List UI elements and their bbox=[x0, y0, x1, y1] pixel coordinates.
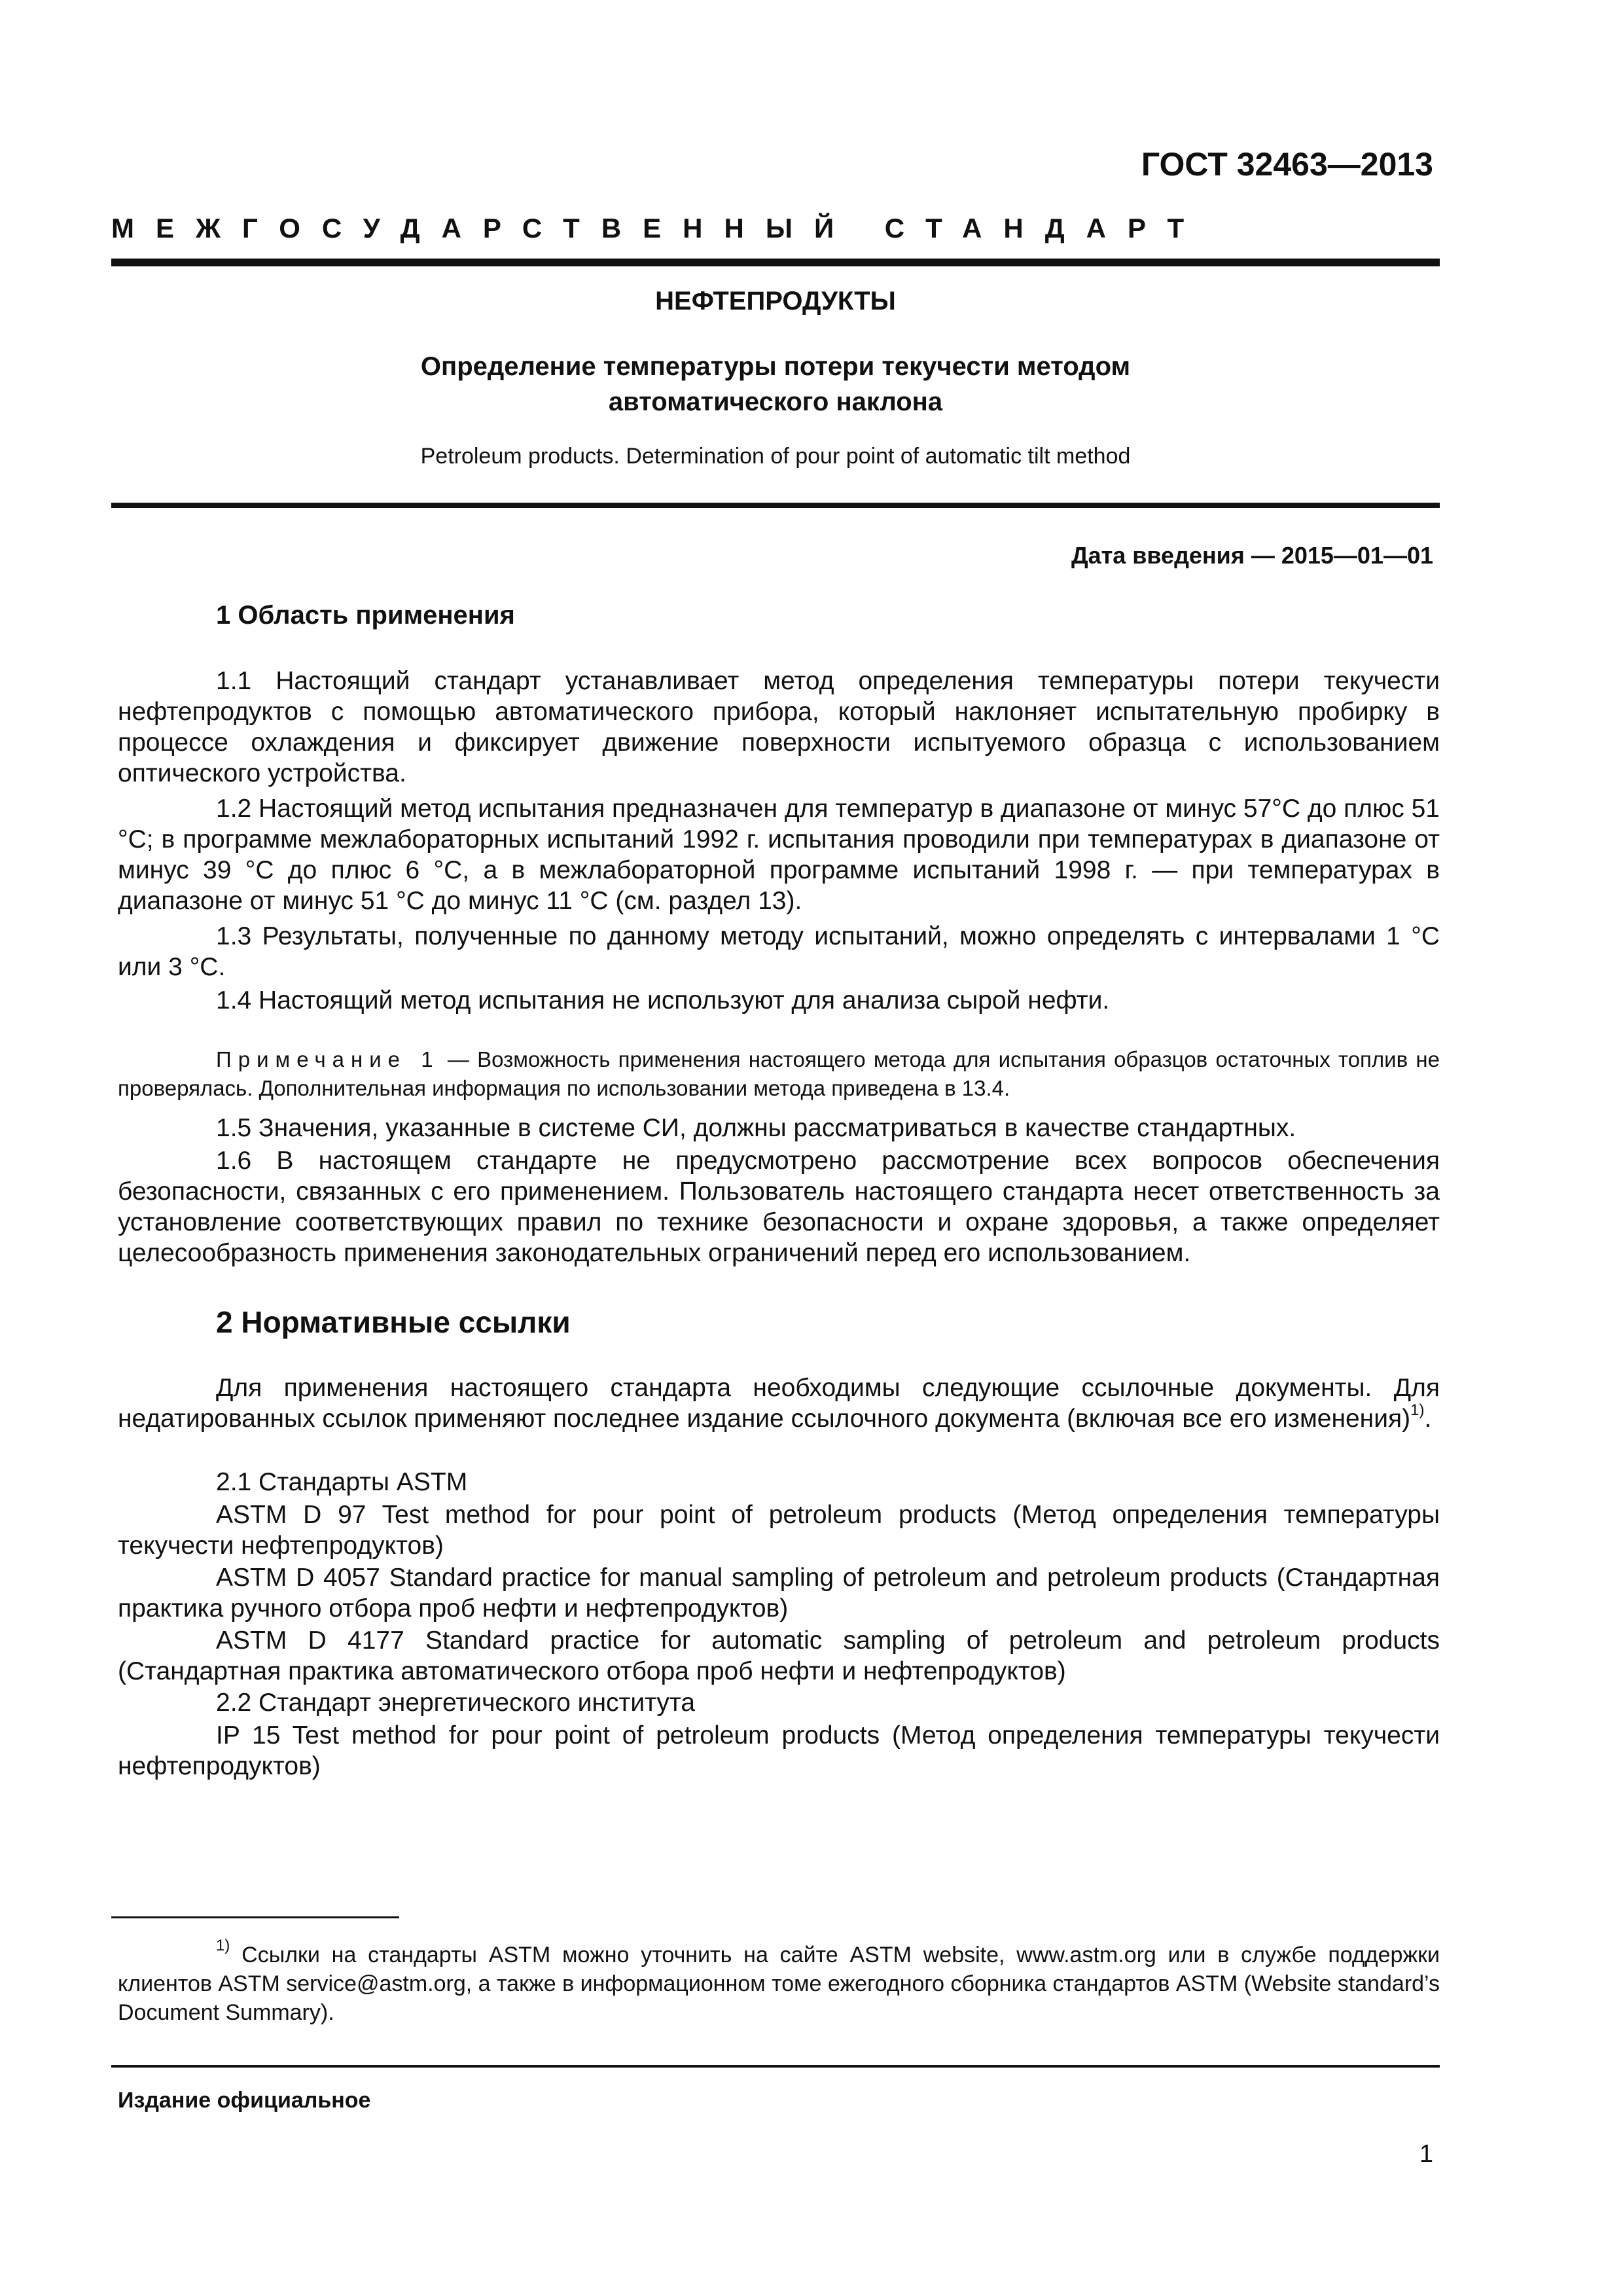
english-title: Petroleum products. Determination of pour point of automatic tilt method bbox=[420, 444, 1131, 469]
paragraph-1-4: 1.4 Настоящий метод испытания не используют для анализа сырой нефти. bbox=[216, 986, 1110, 1014]
interstate-standard-label: МЕЖГОСУДАРСТВЕННЫЙ СТАНДАРТ bbox=[111, 213, 1206, 243]
reference-astm-d97: ASTM D 97 Test method for pour point of petroleum products (Метод определения температуры текучести нефтепродуктов) bbox=[118, 1501, 1440, 1560]
subsection-2-2: 2.2 Стандарт энергетического института bbox=[216, 1689, 696, 1717]
paragraph-1-5: 1.5 Значения, указанные в системе СИ, должны рассматриваться в качестве стандартных. bbox=[216, 1114, 1296, 1142]
reference-ip15: IP 15 Test method for pour point of petroleum products (Метод определения температуры текучести нефтепродуктов) bbox=[118, 1721, 1440, 1780]
section-2-intro-end: . bbox=[1424, 1405, 1432, 1433]
section-2-intro bbox=[118, 1372, 1440, 1434]
reference-astm-d4177: ASTM D 4177 Standard practice for automatic sampling of petroleum and petroleum products (Стандартная практика автоматического отбора проб нефти и нефтепродуктов) bbox=[118, 1626, 1440, 1685]
note-label: Примечание 1 bbox=[216, 1047, 440, 1071]
paragraph-1-2: 1.2 Настоящий метод испытания предназначен для температур в диапазоне от минус 57°С до плюс 51 °С; в программе межлабораторных испытаний 1992 г. испытания проводили при температурах в диапазоне от минус 39 °С до плюс 6 °С, а в межлабораторной программе испытаний 1998 г. — при температурах в диапазоне от минус 51 °С до минус 11 °С (см. раздел 13). bbox=[118, 795, 1440, 915]
official-edition-label: Издание официальное bbox=[118, 2088, 371, 2113]
subtitle-line-2: автоматического наклона bbox=[608, 387, 943, 416]
document-subtitle bbox=[111, 349, 1440, 420]
paragraph-1-3: 1.3 Результаты, полученные по данному методу испытаний, можно определять с интервалами 1 °С или 3 °С. bbox=[118, 922, 1440, 981]
footer-divider bbox=[111, 2065, 1440, 2068]
introduction-date: Дата введения — 2015—01—01 bbox=[1071, 542, 1433, 569]
paragraph-1-1: 1.1 Настоящий стандарт устанавливает метод определения температуры потери текучести нефтепродуктов с помощью автоматического прибора, который наклоняет испытательную пробирку в процессе охлаждения и фиксирует движение поверхности испытуемого образца с использованием оптического устройства. bbox=[118, 667, 1440, 787]
footnote-text: Ссылки на стандарты ASTM можно уточнить на сайте ASTM website, www.astm.org или в службе поддержки клиентов ASTM service@astm.org, а также в информационном томе ежегодного сборника стандартов ASTM (Website standard’s Document Summary). bbox=[118, 1943, 1440, 2025]
reference-astm-d4057: ASTM D 4057 Standard practice for manual sampling of petroleum and petroleum products (Стандартная практика ручного отбора проб нефти и нефтепродуктов) bbox=[118, 1564, 1440, 1623]
section-2-intro-text: Для применения настоящего стандарта необходимы следующие ссылочные документы. Для недатированных ссылок применяют последнее издание ссылочного документа (включая все его изменения) bbox=[118, 1374, 1440, 1433]
paragraph-1-6: 1.6 В настоящем стандарте не предусмотрено рассмотрение всех вопросов обеспечения безопасности, связанных с его применением. Пользователь настоящего стандарта несет ответственность за установление соответствующих правил по технике безопасности и охране здоровья, а также определяет целесообразность применения законодательных ограничений перед его использованием. bbox=[118, 1147, 1440, 1267]
note-1 bbox=[118, 1045, 1440, 1103]
header-divider bbox=[111, 259, 1440, 266]
section-2-heading: 2 Нормативные ссылки bbox=[216, 1305, 571, 1339]
footnote-marker: 1) bbox=[216, 1937, 230, 1954]
note-text: — Возможность применения настоящего метода для испытания образцов остаточных топлив не проверялась. Дополнительная информация по использовании метода приведена в 13.4. bbox=[118, 1047, 1440, 1100]
subsection-2-1: 2.1 Стандарты ASTM bbox=[216, 1468, 468, 1496]
title-divider bbox=[111, 503, 1440, 508]
subtitle-line-1: Определение температуры потери текучести методом bbox=[420, 352, 1131, 381]
footnote-reference: 1) bbox=[1410, 1401, 1425, 1419]
footnote bbox=[118, 1937, 1440, 2027]
page-number: 1 bbox=[1419, 2140, 1433, 2168]
section-1-heading: 1 Область применения bbox=[216, 601, 515, 630]
document-title: НЕФТЕПРОДУКТЫ bbox=[655, 287, 896, 315]
document-number: ГОСТ 32463—2013 bbox=[1141, 146, 1433, 183]
footnote-separator bbox=[111, 1916, 399, 1918]
